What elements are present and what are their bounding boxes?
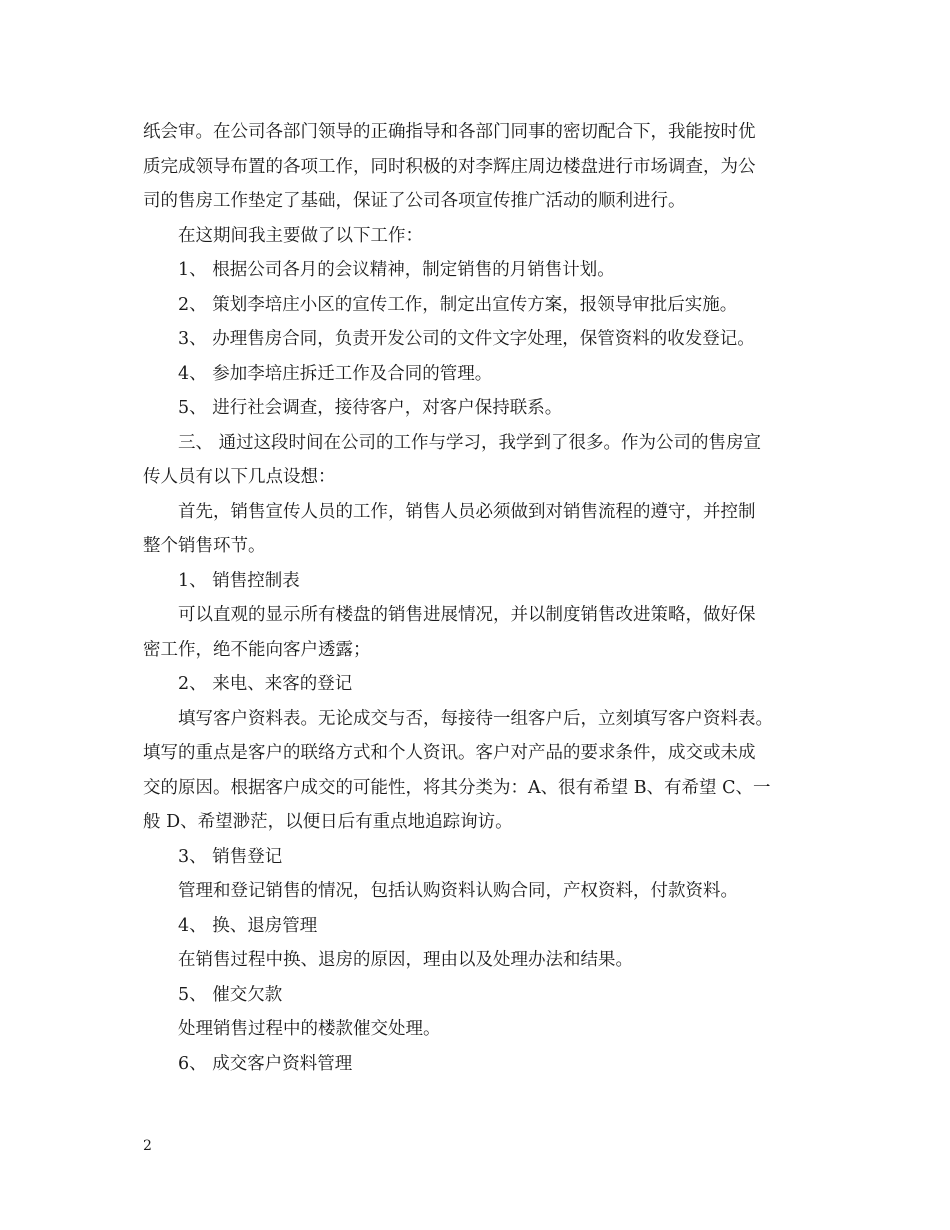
- text-line: 司的售房工作垫定了基础，保证了公司各项宣传推广活动的顺利进行。: [143, 191, 686, 211]
- text-line: 交的原因。根据客户成交的可能性，将其分类为：A、很有希望 B、有希望 C、一: [143, 777, 771, 798]
- page-number: 2: [143, 1138, 152, 1154]
- text-line: 纸会审。在公司各部门领导的正确指导和各部门同事的密切配合下，我能按时优: [143, 122, 756, 142]
- text-line: 4、 换、退房管理: [178, 915, 318, 936]
- text-line: 2、 来电、来客的登记: [178, 674, 353, 694]
- text-line: 可以直观的显示所有楼盘的销售进展情况，并以制度销售改进策略，做好保: [178, 605, 756, 625]
- text-line: 三、 通过这段时间在公司的工作与学习，我学到了很多。作为公司的售房宣: [178, 432, 762, 453]
- text-line: 填写客户资料表。无论成交与否，每接待一组客户后，立刻填写客户资料表。: [178, 708, 773, 729]
- text-line: 管理和登记销售的情况，包括认购资料认购合同，产权资料，付款资料。: [178, 881, 738, 901]
- text-line: 在销售过程中换、退房的原因，理由以及处理办法和结果。: [178, 950, 633, 970]
- text-line: 首先，销售宣传人员的工作，销售人员必须做到对销售流程的遵守，并控制: [178, 501, 756, 522]
- text-line: 4、 参加李培庄拆迁工作及合同的管理。: [178, 363, 493, 384]
- text-line: 2、 策划李培庄小区的宣传工作，制定出宣传方案，报领导审批后实施。: [178, 294, 738, 315]
- text-line: 5、 催交欠款: [178, 984, 283, 1005]
- text-line: 填写的重点是客户的联络方式和个人资讯。客户对产品的要求条件，成交或未成: [143, 743, 756, 763]
- text-line: 般 D、希望渺茫，以便日后有重点地追踪询访。: [143, 812, 513, 832]
- text-line: 3、 办理售房合同，负责开发公司的文件文字处理，保管资料的收发登记。: [178, 329, 755, 349]
- body-text: [143, 115, 808, 1081]
- text-line: 整个销售环节。: [143, 536, 266, 556]
- text-line: 1、 销售控制表: [178, 570, 300, 591]
- text-line: 传人员有以下几点设想：: [143, 467, 336, 487]
- text-line: 6、 成交客户资料管理: [178, 1053, 353, 1074]
- text-line: 1、 根据公司各月的会议精神，制定销售的月销售计划。: [178, 260, 615, 280]
- text-line: 在这期间我主要做了以下工作：: [178, 225, 423, 246]
- text-line: 3、 销售登记: [178, 846, 283, 867]
- text-line: 处理销售过程中的楼款催交处理。: [178, 1019, 441, 1039]
- text-line: 5、 进行社会调查，接待客户，对客户保持联系。: [178, 398, 563, 418]
- text-line: 质完成领导布置的各项工作，同时积极的对李辉庄周边楼盘进行市场调查，为公: [143, 156, 756, 177]
- text-line: 密工作，绝不能向客户透露；: [143, 639, 371, 660]
